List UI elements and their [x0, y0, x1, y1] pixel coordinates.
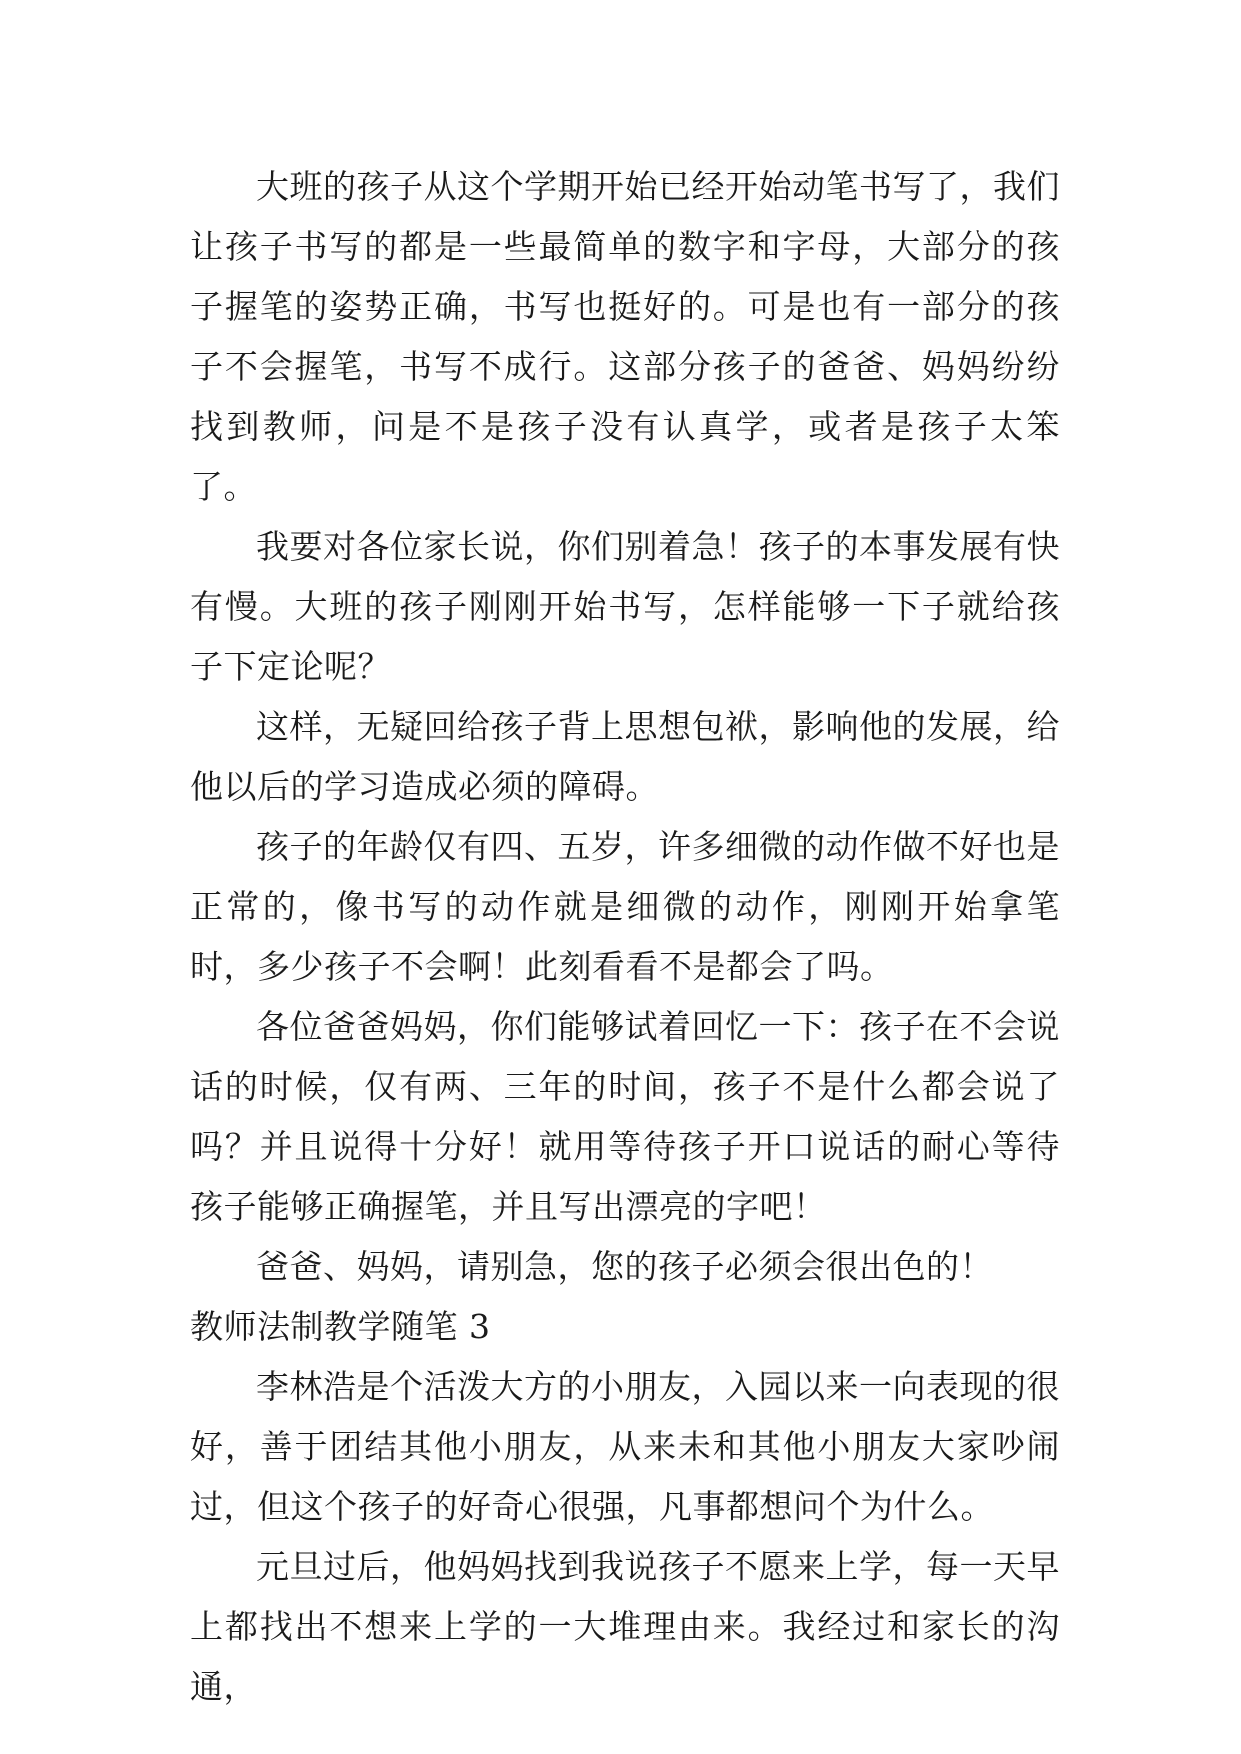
paragraph-4: 孩子的年龄仅有四、五岁，许多细微的动作做不好也是正常的，像书写的动作就是细微的动作，刚刚开始拿笔时，多少孩子不会啊！此刻看看不是都会了吗。: [190, 827, 1060, 986]
paragraph-2: 我要对各位家长说，你们别着急！孩子的本事发展有快有慢。大班的孩子刚刚开始书写，怎样能够一下子就给孩子下定论呢？: [190, 527, 1060, 686]
document-body: [190, 157, 1060, 1717]
section-heading: 教师法制教学随笔 3: [190, 1307, 491, 1346]
paragraph-5: 各位爸爸妈妈，你们能够试着回忆一下：孩子在不会说话的时候，仅有两、三年的时间，孩子不是什么都会说了吗？并且说得十分好！就用等待孩子开口说话的耐心等待孩子能够正确握笔，并且写出漂亮的字吧！: [190, 1007, 1060, 1226]
paragraph-3: 这样，无疑回给孩子背上思想包袱，影响他的发展，给他以后的学习造成必须的障碍。: [190, 707, 1060, 806]
paragraph-7: 李林浩是个活泼大方的小朋友，入园以来一向表现的很好，善于团结其他小朋友，从来未和其他小朋友大家吵闹过，但这个孩子的好奇心很强，凡事都想问个为什么。: [190, 1367, 1060, 1526]
paragraph-1: 大班的孩子从这个学期开始已经开始动笔书写了，我们让孩子书写的都是一些最简单的数字和字母，大部分的孩子握笔的姿势正确，书写也挺好的。可是也有一部分的孩子不会握笔，书写不成行。这部分孩子的爸爸、妈妈纷纷找到教师，问是不是孩子没有认真学，或者是孩子太笨了。: [190, 167, 1060, 506]
paragraph-6: 爸爸、妈妈，请别急，您的孩子必须会很出色的！: [256, 1247, 993, 1286]
paragraph-8: 元旦过后，他妈妈找到我说孩子不愿来上学，每一天早上都找出不想来上学的一大堆理由来。我经过和家长的沟通，: [190, 1547, 1060, 1706]
